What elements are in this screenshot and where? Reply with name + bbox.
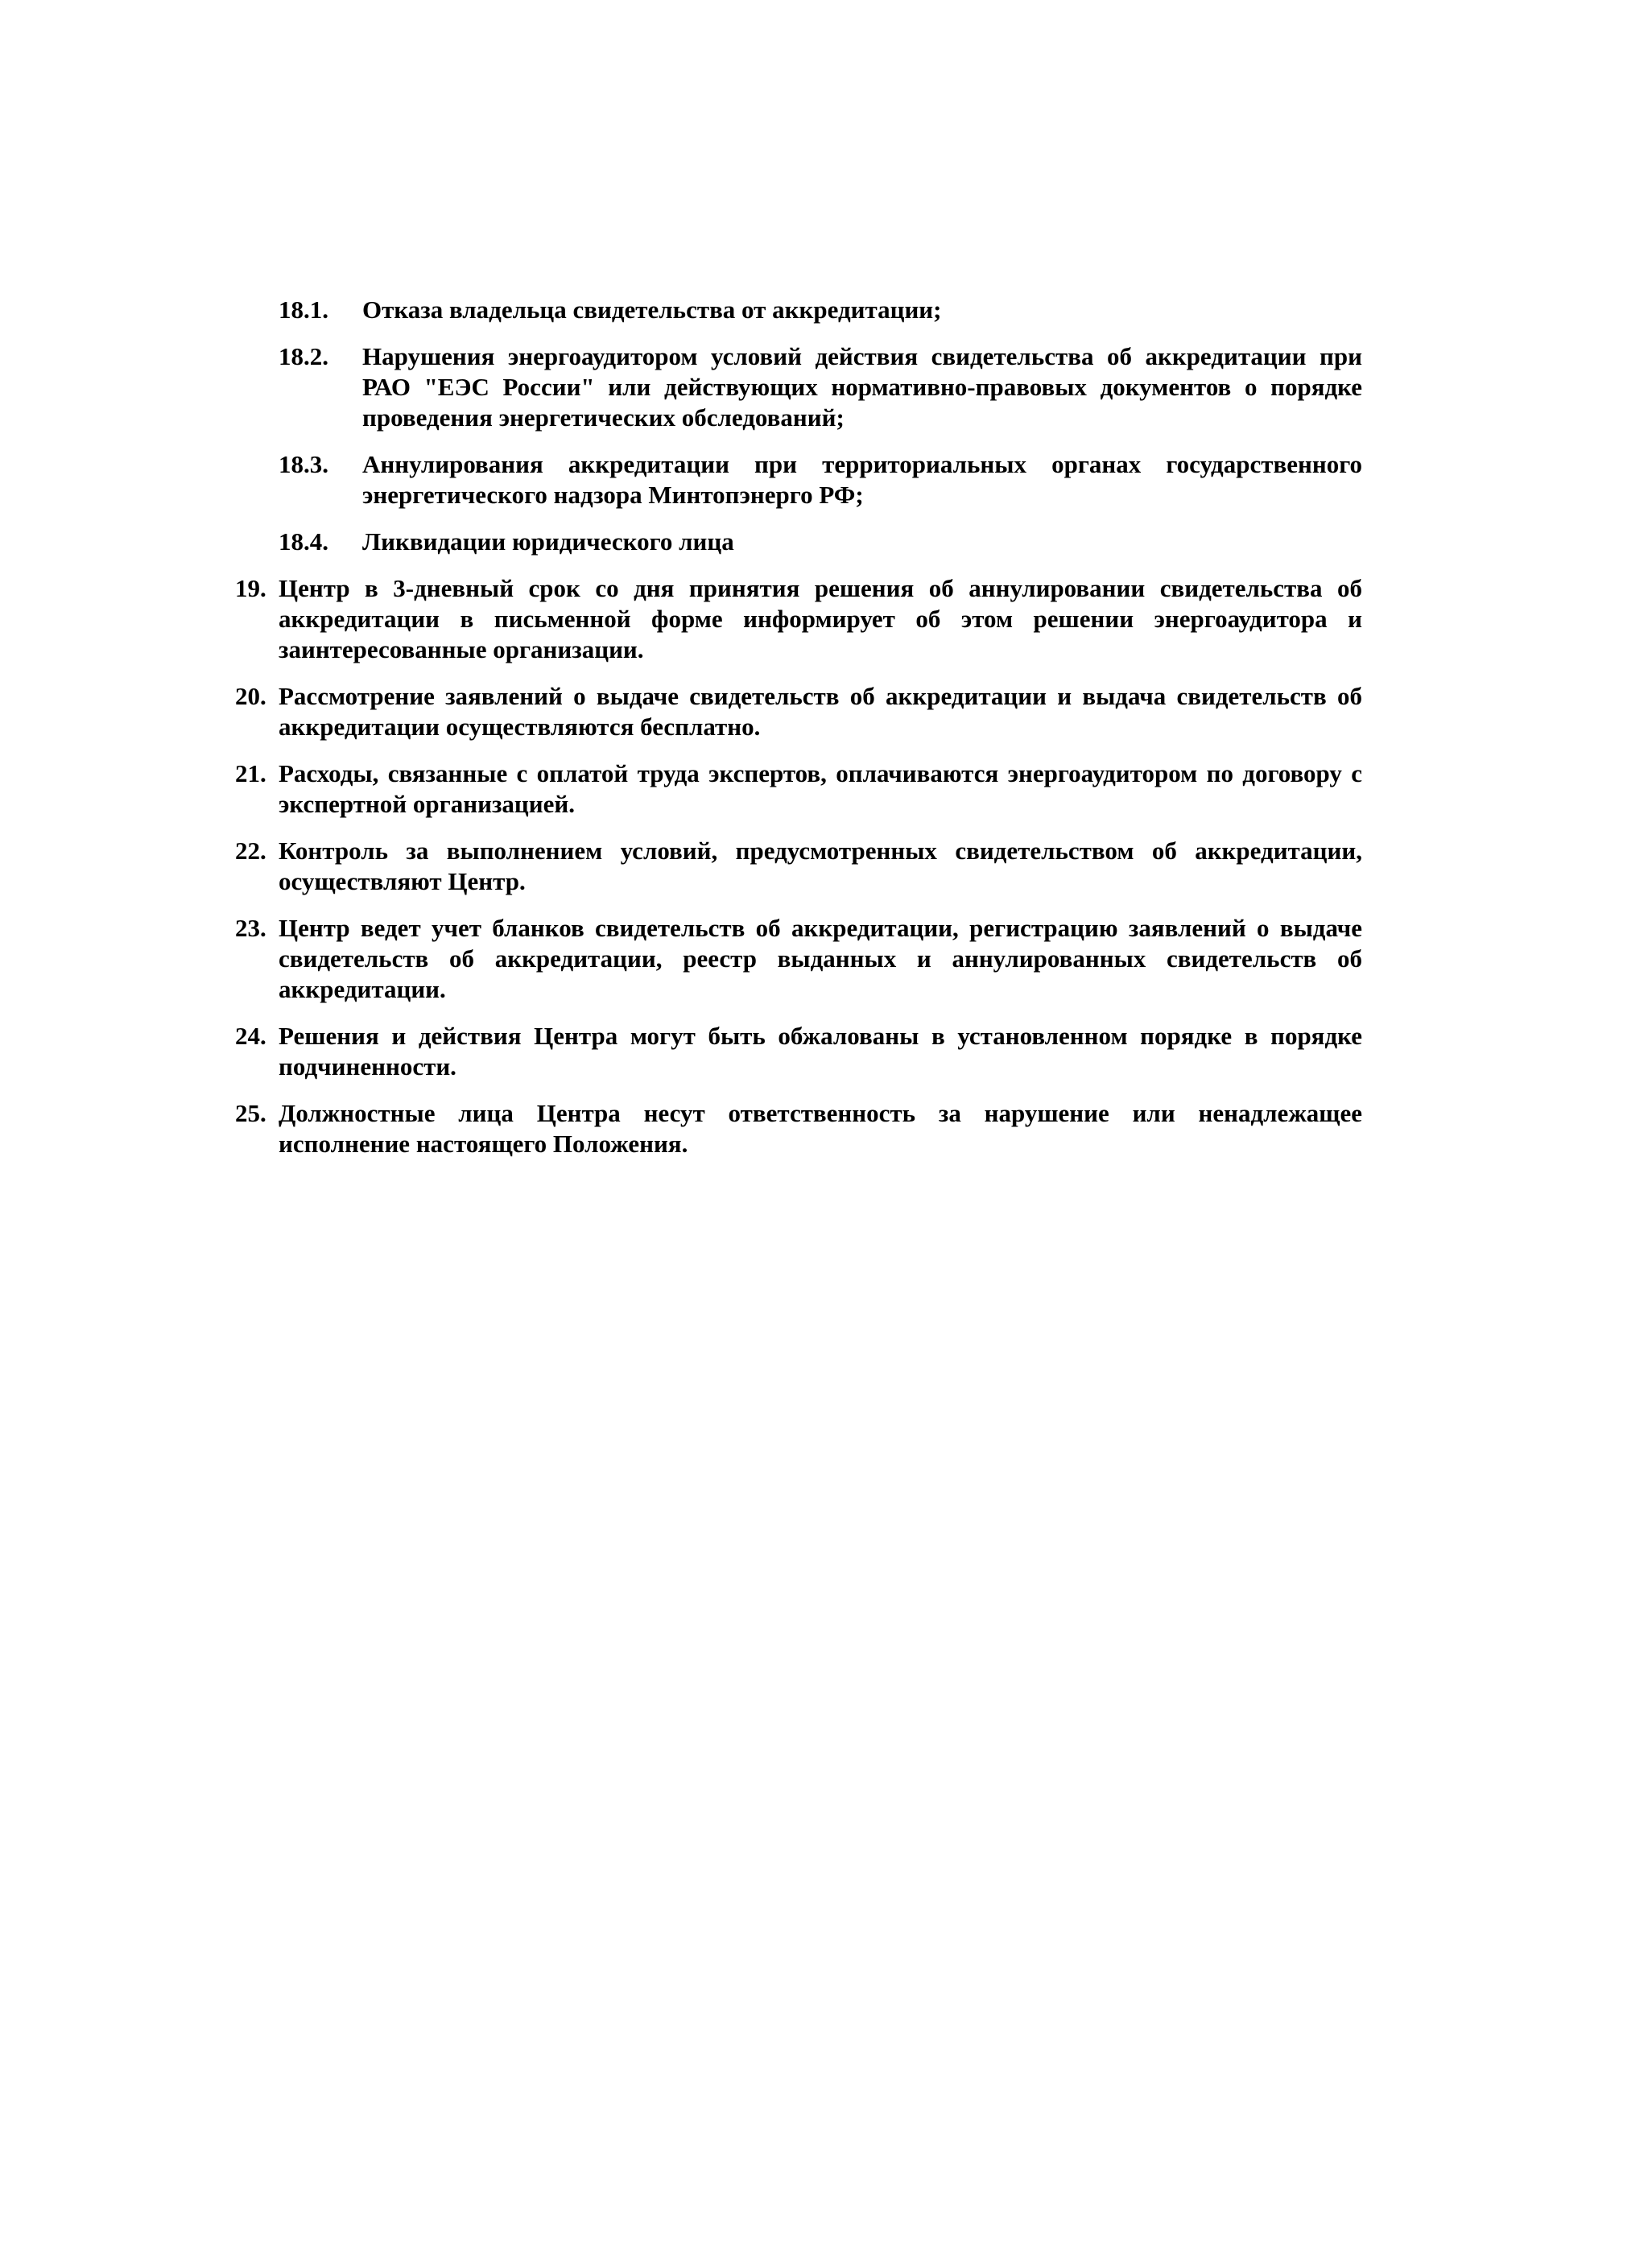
clause-text: Отказа владельца свидетельства от аккредитации; bbox=[362, 295, 942, 324]
clause-24 bbox=[235, 1021, 1362, 1082]
clause-number: 18.1. bbox=[279, 295, 328, 324]
clause-18-1 bbox=[235, 295, 1362, 325]
clause-number: 18.2. bbox=[279, 342, 328, 370]
clause-number: 22. bbox=[235, 837, 266, 865]
clause-text: Нарушения энергоаудитором условий действия свидетельства об аккредитации при РАО "ЕЭС России" или действующих нормативно-правовых документов о порядке проведения энергетических обследований; bbox=[362, 342, 1362, 432]
clause-number: 20. bbox=[235, 682, 266, 710]
clause-number: 23. bbox=[235, 914, 266, 942]
clause-number: 24. bbox=[235, 1022, 266, 1050]
clause-number: 21. bbox=[235, 759, 266, 787]
clause-number: 18.4. bbox=[279, 527, 328, 556]
clause-text: Ликвидации юридического лица bbox=[362, 527, 734, 556]
clause-21 bbox=[235, 758, 1362, 820]
clause-text: Контроль за выполнением условий, предусмотренных свидетельством об аккредитации, осуществляют Центр. bbox=[279, 837, 1362, 895]
clause-18-3 bbox=[235, 449, 1362, 510]
document-body bbox=[235, 295, 1362, 1175]
clause-number: 18.3. bbox=[279, 450, 328, 478]
clause-23 bbox=[235, 913, 1362, 1005]
clause-text: Расходы, связанные с оплатой труда экспертов, оплачиваются энергоаудитором по договору с экспертной организацией. bbox=[279, 759, 1362, 818]
clause-20 bbox=[235, 681, 1362, 742]
clause-text: Центр ведет учет бланков свидетельств об аккредитации, регистрацию заявлений о выдаче свидетельств об аккредитации, реестр выданных и аннулированных свидетельств об аккредитации. bbox=[279, 914, 1362, 1003]
clause-19 bbox=[235, 573, 1362, 665]
clause-text: Аннулирования аккредитации при территориальных органах государственного энергетического надзора Минтопэнерго РФ; bbox=[362, 450, 1362, 509]
clause-18-2 bbox=[235, 341, 1362, 433]
clause-text: Должностные лица Центра несут ответственность за нарушение или ненадлежащее исполнение настоящего Положения. bbox=[279, 1099, 1362, 1158]
clause-25 bbox=[235, 1098, 1362, 1159]
clause-number: 25. bbox=[235, 1099, 266, 1127]
clause-number: 19. bbox=[235, 574, 266, 602]
clause-text: Решения и действия Центра могут быть обжалованы в установленном порядке в порядке подчиненности. bbox=[279, 1022, 1362, 1080]
clause-18-4 bbox=[235, 527, 1362, 557]
clause-text: Центр в 3-дневный срок со дня принятия решения об аннулировании свидетельства об аккредитации в письменной форме информирует об этом решении энергоаудитора и заинтересованные организации. bbox=[279, 574, 1362, 663]
clause-text: Рассмотрение заявлений о выдаче свидетельств об аккредитации и выдача свидетельств об аккредитации осуществляются бесплатно. bbox=[279, 682, 1362, 741]
clause-22 bbox=[235, 836, 1362, 897]
